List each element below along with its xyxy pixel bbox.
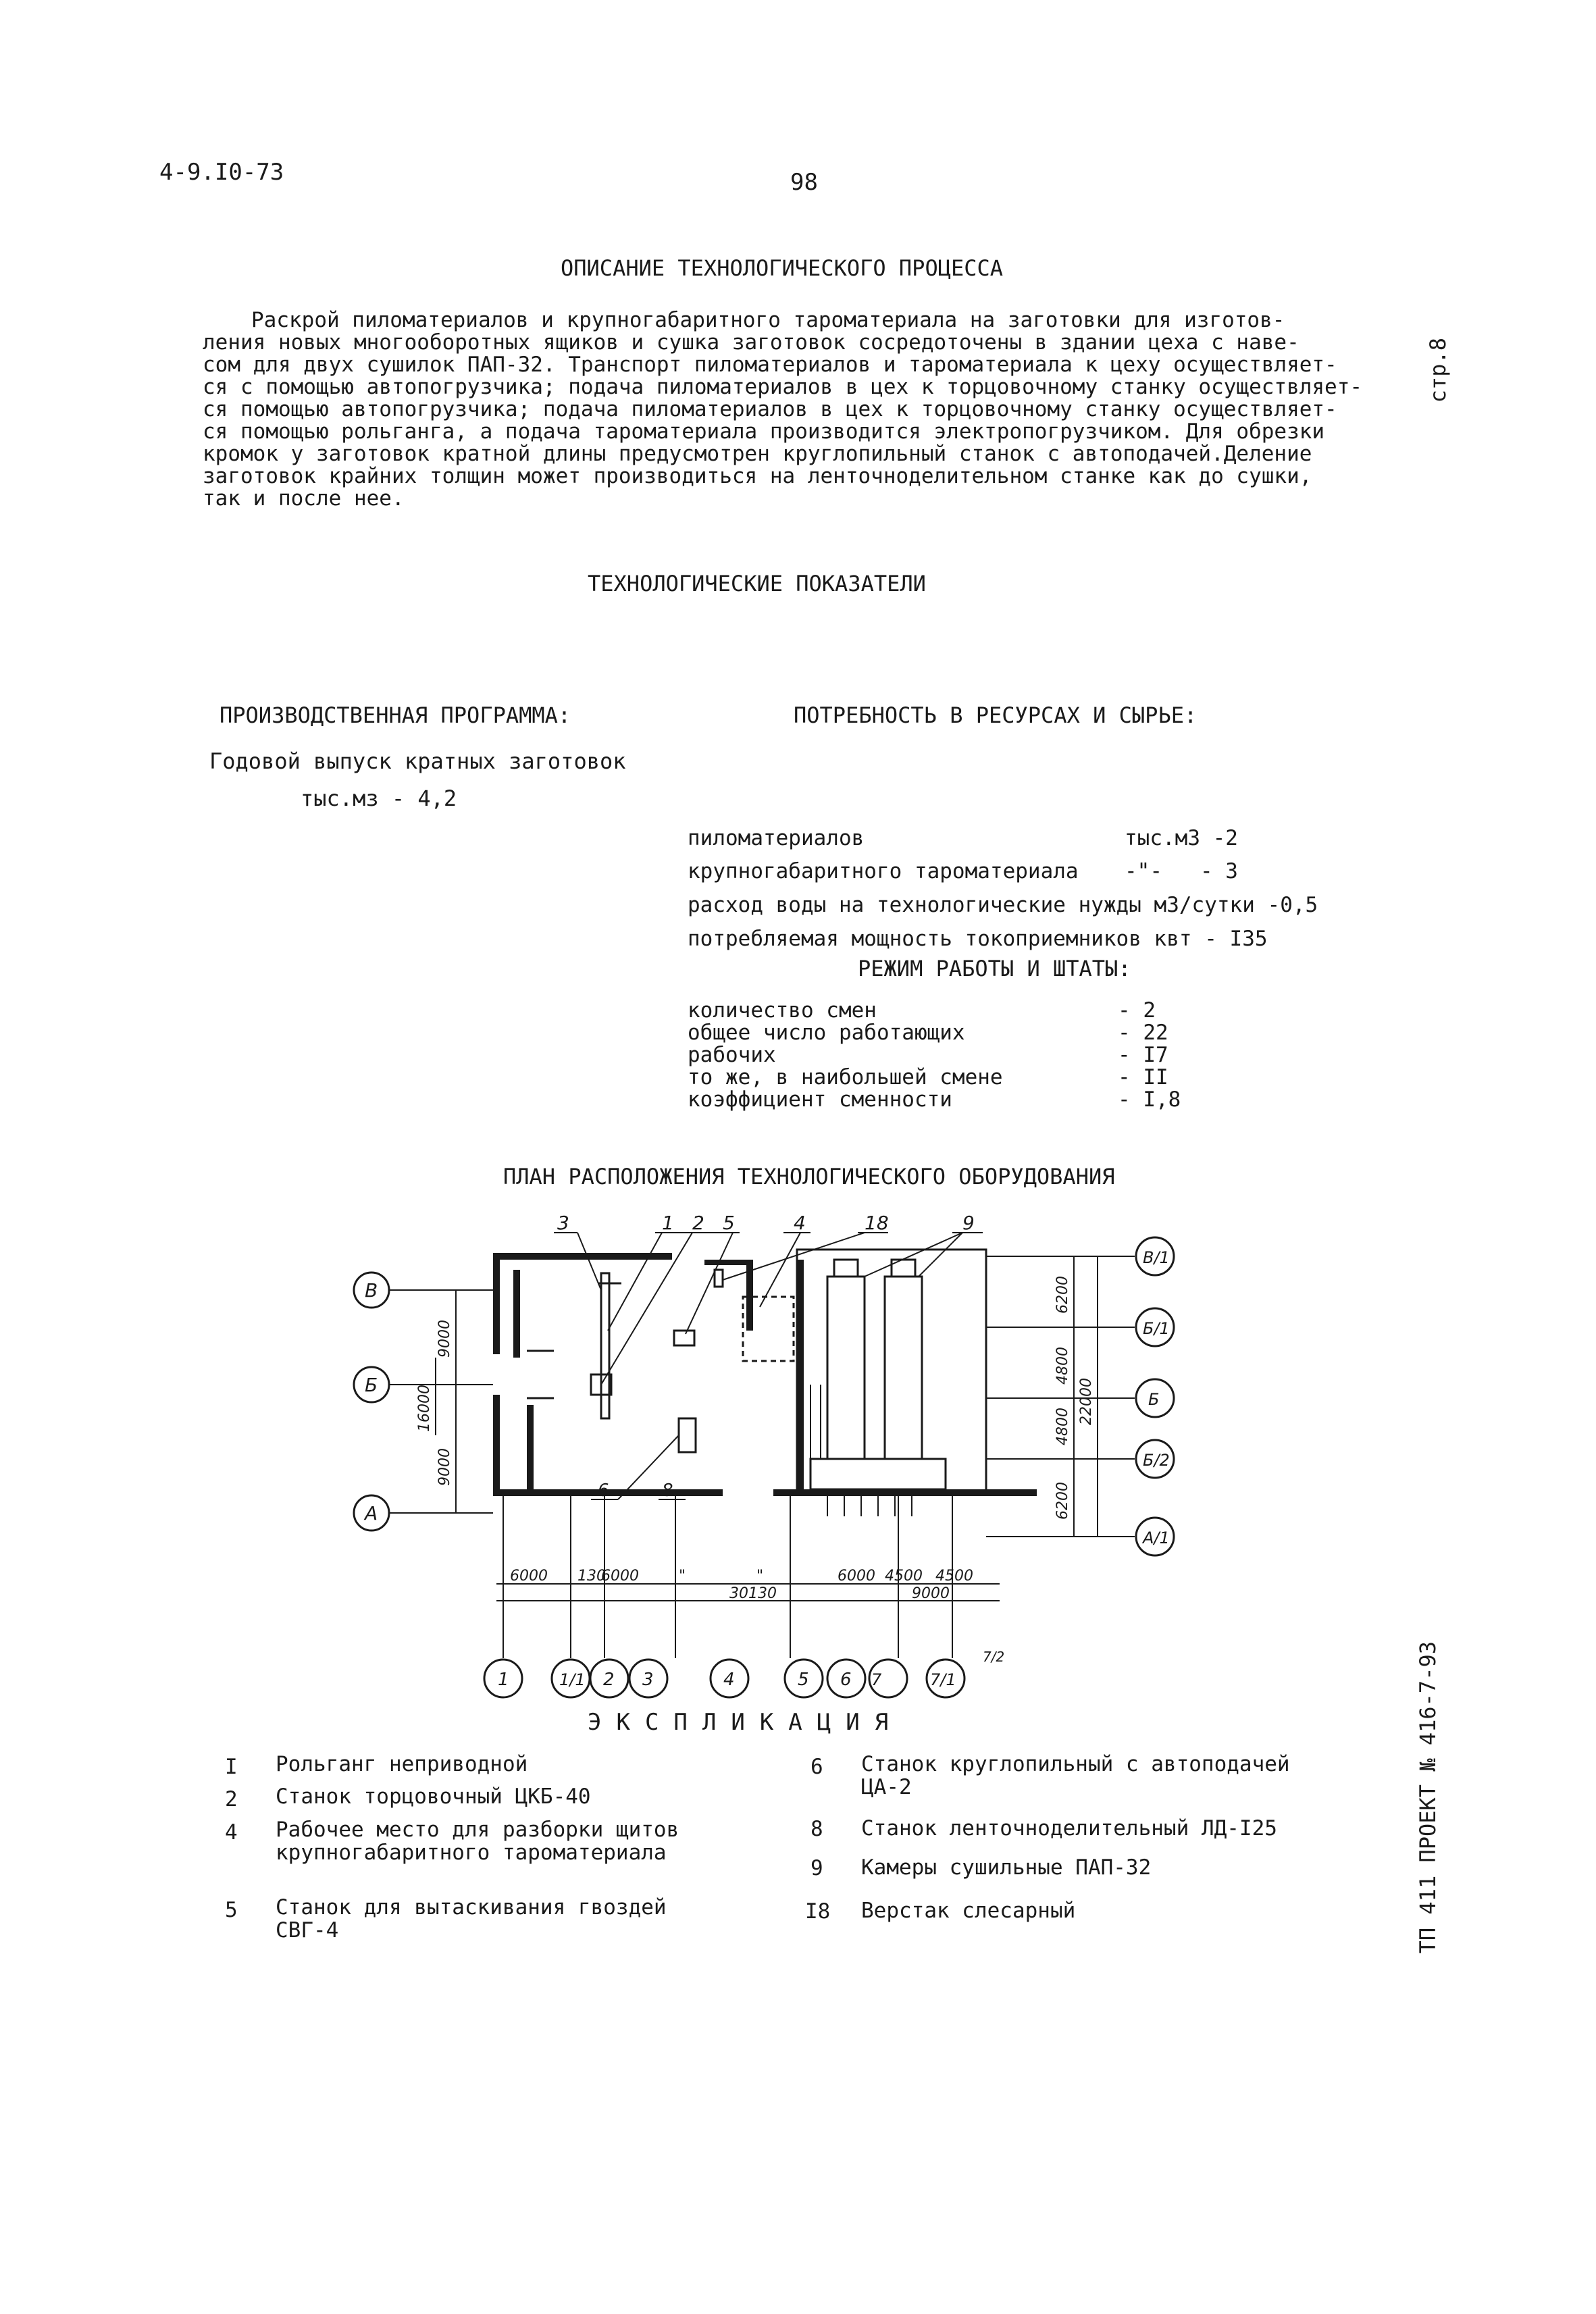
dimension-label: 9000 <box>436 1320 453 1358</box>
workbench <box>715 1270 723 1287</box>
mode-label: то же, в наибольшей смене <box>688 1065 1003 1089</box>
explication-number: 8 <box>810 1817 823 1841</box>
mode-value: - I,8 <box>1118 1087 1181 1112</box>
dimension-label: 6200 <box>1054 1482 1071 1520</box>
description-line: заготовок крайних толщин может производиться на ленточноделительном станке как до сушки, <box>203 464 1312 488</box>
dimension-label: 6200 <box>1054 1276 1071 1314</box>
explication-number: 2 <box>225 1787 238 1811</box>
axis-label: 5 <box>798 1670 809 1690</box>
dimension-label: 130 <box>577 1568 606 1585</box>
explication-number: 5 <box>225 1898 238 1922</box>
dimension-label: 22000 <box>1078 1378 1095 1425</box>
indicators-title: ТЕХНОЛОГИЧЕСКИЕ ПОКАЗАТЕЛИ <box>588 571 926 596</box>
explication-text: крупногабаритного таромaтериала <box>276 1841 667 1865</box>
building-walls <box>493 1253 1037 1496</box>
margin-project-label: ТП 411 ПРОЕКТ № 416-7-93 <box>1415 1641 1441 1954</box>
callout-label: 3 <box>557 1212 569 1234</box>
axis-label: Б/2 <box>1143 1451 1170 1470</box>
mode-label: рабочих <box>688 1043 776 1067</box>
callout-label: 4 <box>794 1212 806 1234</box>
resource-value: тыс.м3 -2 <box>1125 826 1238 850</box>
callout-label: 5 <box>723 1212 735 1234</box>
description-line: ся помощью автопогрузчика; подача пиломатериалов в цех к торцовочному станку осуществляет- <box>203 397 1337 421</box>
equipment-plan-drawing <box>324 1195 1202 1709</box>
dimension-label: 4500 <box>935 1568 973 1585</box>
explication-number: I <box>225 1755 238 1779</box>
explication-number: 6 <box>810 1755 823 1779</box>
dimension-label: 4800 <box>1054 1408 1071 1445</box>
description-title: ОПИСАНИЕ ТЕХНОЛОГИЧЕСКОГО ПРОЦЕССА <box>561 255 1004 281</box>
page-number: 98 <box>790 169 818 196</box>
margin-page-label: стр.8 <box>1425 338 1451 403</box>
dimension-label: " <box>756 1568 764 1585</box>
right-row-axes <box>986 1237 1174 1555</box>
resource-label: крупногабаритного таромaтериала <box>688 859 1079 883</box>
description-line: ления новых многооборотных ящиков и сушка заготовок сосредоточены в здании цеха с наве- <box>203 330 1299 355</box>
roller-conveyor <box>598 1273 621 1418</box>
description-text <box>203 309 1362 510</box>
axis-label: 1/1 <box>559 1670 586 1689</box>
explication-number: I8 <box>805 1899 831 1924</box>
explication-text: Станок торцовочный ЦКБ-40 <box>276 1784 591 1809</box>
axis-label: Б <box>1148 1390 1160 1409</box>
drying-trolley-track <box>810 1459 946 1489</box>
bandsaw-resaw <box>679 1418 696 1452</box>
axis-label: Б <box>365 1374 378 1396</box>
axis-label: 3 <box>642 1670 654 1690</box>
description-line: ся с помощью автопогрузчика; подача пиломатериалов в цех к торцовочному станку осуществляет- <box>203 375 1363 399</box>
mode-label: количество смен <box>688 998 877 1023</box>
explication-text: Камеры сушильные ПАП-32 <box>861 1855 1152 1880</box>
axis-label: В <box>365 1279 378 1302</box>
callout-label: 2 <box>692 1212 704 1234</box>
mode-value: - II <box>1118 1065 1168 1089</box>
drying-chamber-1 <box>827 1260 865 1459</box>
axis-label: А <box>365 1502 378 1524</box>
dimension-label: 9000 <box>912 1585 950 1602</box>
resource-label: пиломатериалов <box>688 826 865 850</box>
resource-label: расход воды на технологические нужды м3/сутки -0,5 <box>688 893 1318 917</box>
plan-title: ПЛАН РАСПОЛОЖЕНИЯ ТЕХНОЛОГИЧЕСКОГО ОБОРУДОВАНИЯ <box>503 1164 1115 1189</box>
axis-label: 6 <box>840 1670 852 1690</box>
axis-label: 1 <box>498 1670 509 1690</box>
drying-chamber-2 <box>885 1260 922 1459</box>
resource-label: потребляемая мощность токоприемников квт - I35 <box>688 927 1268 951</box>
mode-value: - 22 <box>1118 1021 1168 1045</box>
program-line: Годовой выпуск кратных заготовок <box>209 748 626 774</box>
left-row-axes <box>354 1272 493 1531</box>
description-line: ся помощью рольганга, а подача таромaтериала производится электропогрузчиком. Для обрезки <box>203 419 1325 444</box>
mode-label: коэффициент сменности <box>688 1087 952 1112</box>
mode-heading: РЕЖИМ РАБОТЫ И ШТАТЫ: <box>858 956 1131 981</box>
axis-label: 7/1 <box>930 1670 956 1689</box>
description-line: Раскрой пиломатериалов и крупногабаритного таромaтериала на заготовки для изготов- <box>251 308 1285 332</box>
explication-title: ЭКСПЛИКАЦИЯ <box>588 1709 904 1736</box>
explication-text: Рольганг неприводной <box>276 1752 528 1776</box>
axis-label: 7 <box>871 1670 882 1689</box>
mode-value: - I7 <box>1118 1043 1168 1067</box>
callout-label: 6 <box>598 1481 609 1501</box>
bottom-dimensions <box>496 1568 1000 1602</box>
program-value: тыс.мз - 4,2 <box>301 786 457 811</box>
axis-label: 7/2 <box>983 1649 1005 1665</box>
explication-number: 9 <box>810 1856 823 1880</box>
dimension-label: 30130 <box>729 1585 777 1602</box>
description-line: сом для двух сушилок ПАП-32. Транспорт пиломатериалов и таромaтериала к цеху осуществляет- <box>203 353 1337 377</box>
dimension-label: 6000 <box>510 1568 548 1585</box>
axis-label: В/1 <box>1143 1248 1170 1267</box>
callout-label: 8 <box>662 1481 673 1501</box>
resource-value: -"- - 3 <box>1125 859 1238 883</box>
explication-number: 4 <box>225 1820 238 1845</box>
dimension-label: " <box>679 1568 686 1585</box>
explication-text: Рабочее место для разборки щитов <box>276 1818 679 1842</box>
explication-text: СВГ-4 <box>276 1918 339 1943</box>
axis-label: 4 <box>723 1670 735 1690</box>
callout-label: 18 <box>865 1212 889 1234</box>
callout-label: 9 <box>962 1212 975 1234</box>
explication-text: Станок для вытаскивания гвоздей <box>276 1895 667 1920</box>
axis-label: А/1 <box>1143 1528 1170 1547</box>
explication-text: Станок круглопильный с автоподачей <box>861 1752 1290 1776</box>
resources-heading: ПОТРЕБНОСТЬ В РЕСУРСАХ И СЫРЬЕ: <box>794 702 1198 728</box>
dimension-label: 6000 <box>601 1568 639 1585</box>
explication-text: Станок ленточноделительный ЛД-I25 <box>861 1816 1277 1841</box>
program-heading: ПРОИЗВОДСТВЕННАЯ ПРОГРАММА: <box>220 702 571 728</box>
callout-label: 1 <box>662 1212 674 1234</box>
explication-text: Верстак слесарный <box>861 1899 1076 1923</box>
dimension-label: 4800 <box>1054 1347 1071 1385</box>
dimension-label: 6000 <box>838 1568 875 1585</box>
description-line: так и после нее. <box>203 486 405 511</box>
nail-puller <box>674 1331 694 1345</box>
explication-text: ЦА-2 <box>861 1775 912 1799</box>
dimension-label: 9000 <box>436 1448 453 1486</box>
dimension-label: 16000 <box>416 1385 433 1432</box>
description-line: кромок у заготовок кратной длины предусмотрен круглопильный станок с автоподачей.Деление <box>203 442 1312 466</box>
mode-value: - 2 <box>1118 998 1156 1023</box>
axis-label: 2 <box>603 1670 615 1690</box>
axis-label: Б/1 <box>1143 1319 1170 1338</box>
dimension-label: 4500 <box>885 1568 923 1585</box>
document-code: 4-9.I0-73 <box>159 159 284 186</box>
mode-label: общее число работающих <box>688 1021 965 1045</box>
